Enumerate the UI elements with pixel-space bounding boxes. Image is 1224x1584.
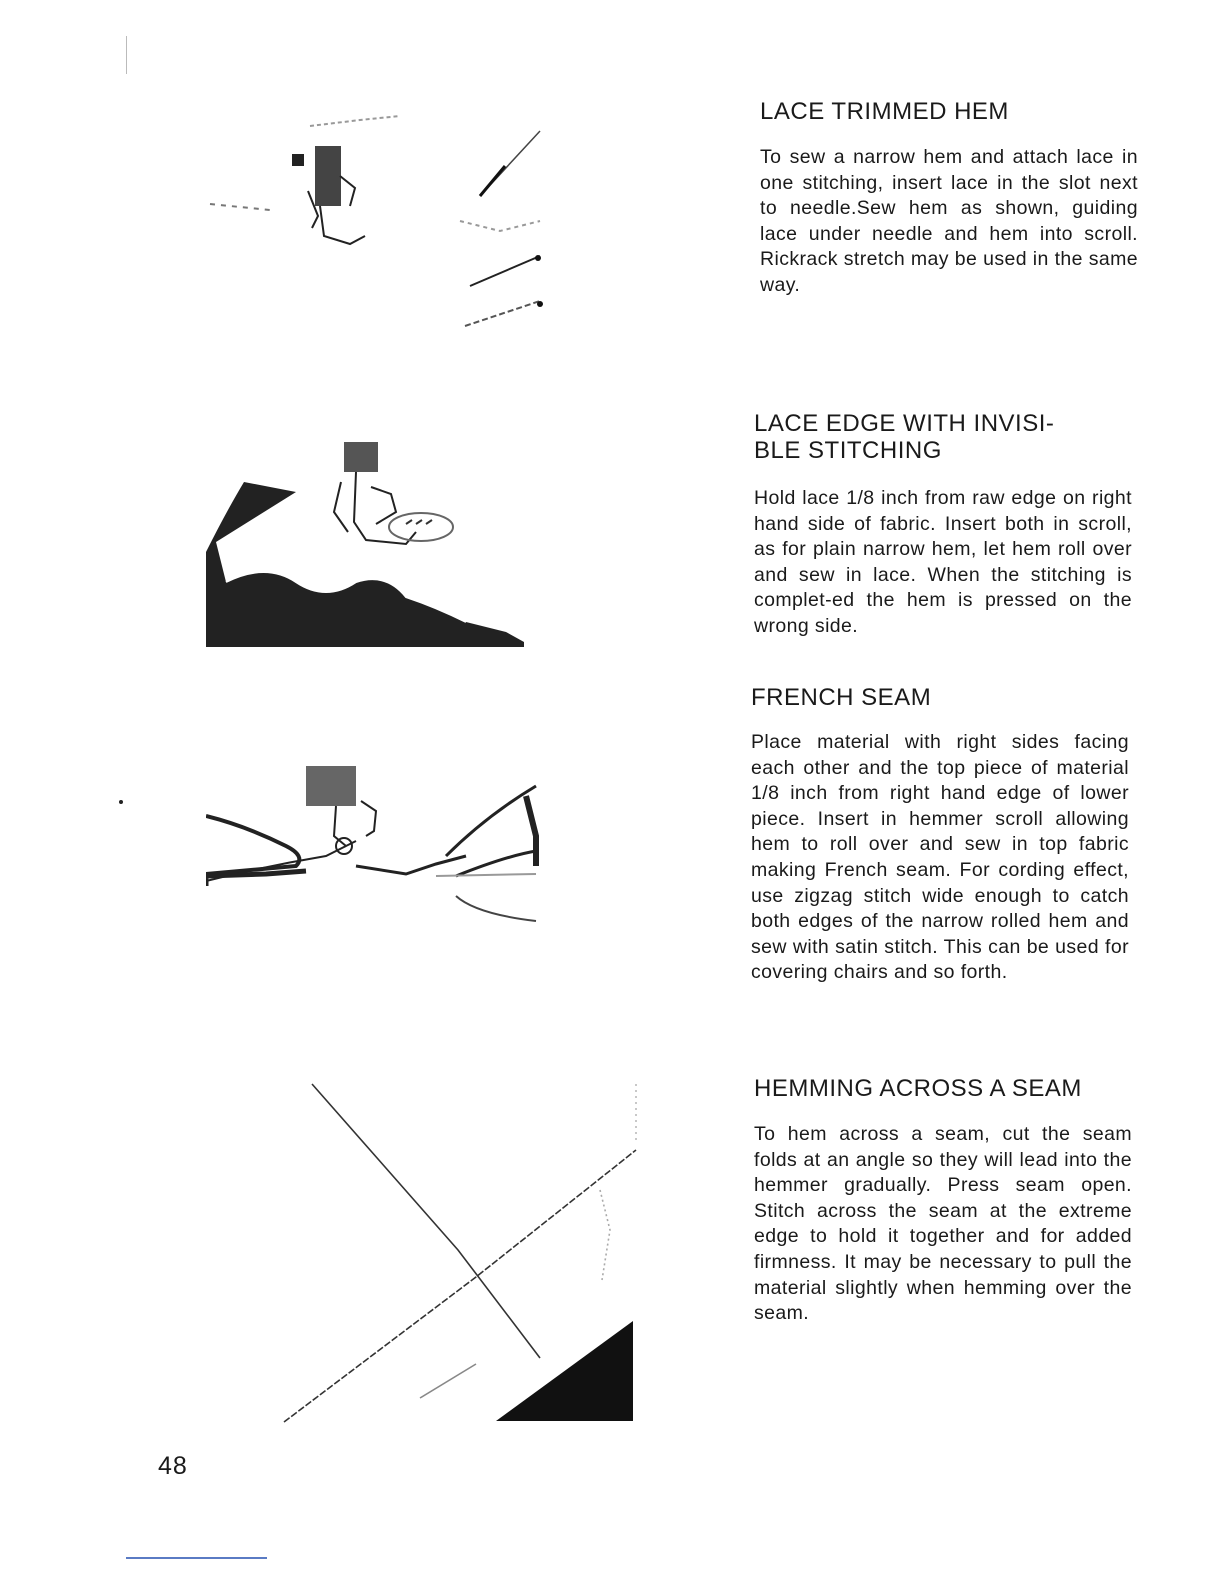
section-lace-edge-invisible-stitching [754, 410, 1132, 640]
section-hemming-across-seam [754, 1075, 1132, 1327]
section-french-seam [751, 684, 1129, 986]
section-heading-line: LACE EDGE WITH INVISI- [754, 410, 1055, 437]
section-body: To hem across a seam, cut the seam folds at an angle so they will lead into the hemmer gradually. Press seam open. Stitch across the seam at the extreme edge to hold it together and for added firmness. It may be necessary to pull the material slightly when hemming over the seam. [754, 1123, 1132, 1325]
scan-mark [126, 36, 127, 74]
illustration-hemming-across-seam [280, 1080, 640, 1425]
section-heading: FRENCH SEAM [751, 684, 932, 711]
section-body: Hold lace 1/8 inch from raw edge on right hand side of fabric. Insert both in scroll, as for plain narrow hem, let hem roll over and sew in lace. When the stitching is complet-ed the hem is pressed on the wrong side. [754, 487, 1132, 637]
section-body: To sew a narrow hem and attach lace in one stitching, insert lace in the slot next to needle.Sew hem as shown, guiding lace under needle and hem into scroll. Rickrack stretch may be used in the same way. [760, 146, 1138, 296]
page-number: 48 [158, 1452, 188, 1480]
illustration-lace-edge [206, 432, 536, 647]
section-heading: HEMMING ACROSS A SEAM [754, 1075, 1082, 1102]
scan-dot [119, 800, 123, 804]
illustration-lace-trimmed-hem [200, 96, 560, 336]
section-body: Place material with right sides facing each other and the top piece of material 1/8 inch from right hand edge of lower piece. Insert in hemmer scroll allowing hem to roll over and sew in top fabric making French seam. For cording effect, use zigzag stitch wide enough to catch both edges of the narrow rolled hem and sew with satin stitch. This can be used for covering chairs and so forth. [751, 731, 1129, 984]
section-heading [754, 410, 1132, 464]
bottom-rule [126, 1557, 267, 1559]
illustration-french-seam [206, 756, 541, 931]
section-heading-line: BLE STITCHING [754, 437, 942, 464]
section-heading: LACE TRIMMED HEM [760, 98, 1009, 125]
section-lace-trimmed-hem [760, 98, 1138, 299]
